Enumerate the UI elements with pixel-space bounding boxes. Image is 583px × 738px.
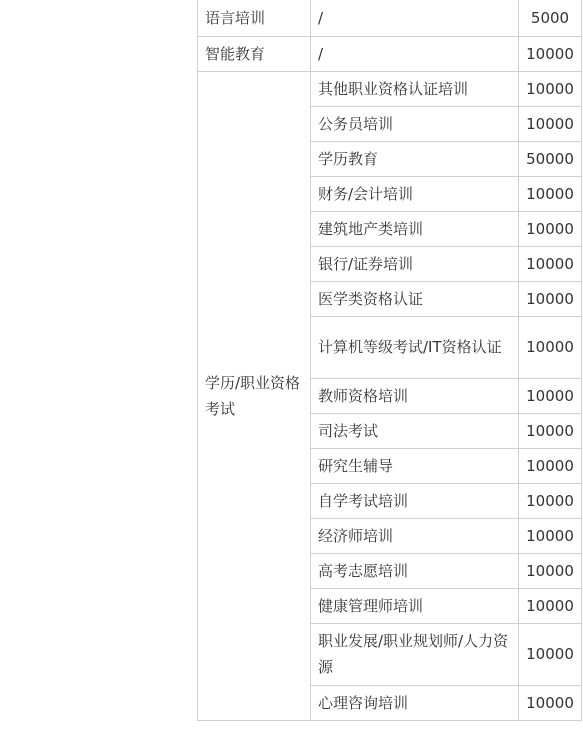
subcategory-cell: / xyxy=(311,0,519,36)
value-cell: 10000 xyxy=(519,553,582,588)
subcategory-cell: 自学考试培训 xyxy=(311,483,519,518)
subcategory-cell: 财务/会计培训 xyxy=(311,176,519,211)
group-category-cell: 学历/职业资格考试 xyxy=(198,71,311,720)
value-cell: 10000 xyxy=(519,378,582,413)
value-cell: 10000 xyxy=(519,71,582,106)
value-cell: 10000 xyxy=(519,685,582,720)
subcategory-cell: 医学类资格认证 xyxy=(311,281,519,316)
subcategory-cell: 经济师培训 xyxy=(311,518,519,553)
table-row xyxy=(198,0,582,36)
value-cell: 10000 xyxy=(519,246,582,281)
subcategory-cell: 建筑地产类培训 xyxy=(311,211,519,246)
value-cell: 10000 xyxy=(519,36,582,71)
data-table-container xyxy=(197,0,583,721)
table-row xyxy=(198,36,582,71)
subcategory-cell: 教师资格培训 xyxy=(311,378,519,413)
category-cell: 智能教育 xyxy=(198,36,311,71)
value-cell: 10000 xyxy=(519,448,582,483)
subcategory-cell: 司法考试 xyxy=(311,413,519,448)
subcategory-cell: 职业发展/职业规划师/人力资源 xyxy=(311,623,519,685)
value-cell: 10000 xyxy=(519,106,582,141)
value-cell: 10000 xyxy=(519,413,582,448)
subcategory-cell: 银行/证券培训 xyxy=(311,246,519,281)
subcategory-cell: 健康管理师培训 xyxy=(311,588,519,623)
value-cell: 10000 xyxy=(519,483,582,518)
subcategory-cell: 心理咨询培训 xyxy=(311,685,519,720)
subcategory-cell: 其他职业资格认证培训 xyxy=(311,71,519,106)
subcategory-cell: 研究生辅导 xyxy=(311,448,519,483)
fee-table xyxy=(197,0,582,721)
category-cell: 语言培训 xyxy=(198,0,311,36)
subcategory-cell: / xyxy=(311,36,519,71)
value-cell: 10000 xyxy=(519,623,582,685)
subcategory-cell: 计算机等级考试/IT资格认证 xyxy=(311,316,519,378)
subcategory-cell: 高考志愿培训 xyxy=(311,553,519,588)
value-cell: 5000 xyxy=(519,0,582,36)
value-cell: 10000 xyxy=(519,281,582,316)
table-row xyxy=(198,71,582,106)
value-cell: 10000 xyxy=(519,518,582,553)
subcategory-cell: 公务员培训 xyxy=(311,106,519,141)
value-cell: 10000 xyxy=(519,588,582,623)
subcategory-cell: 学历教育 xyxy=(311,141,519,176)
value-cell: 10000 xyxy=(519,211,582,246)
value-cell: 10000 xyxy=(519,176,582,211)
value-cell: 50000 xyxy=(519,141,582,176)
value-cell: 10000 xyxy=(519,316,582,378)
